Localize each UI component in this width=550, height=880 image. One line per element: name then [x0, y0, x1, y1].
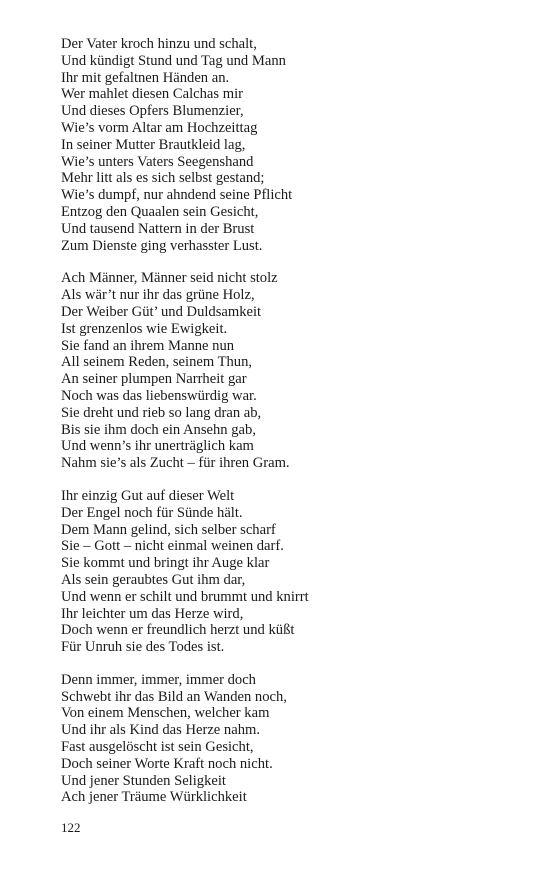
poem-line: Als sein geraubtes Gut ihm dar,: [61, 571, 246, 588]
poem-line: Der Vater kroch hinzu und schalt,: [61, 36, 257, 52]
poem-line: Wie’s dumpf, nur ahndend seine Pflicht: [61, 187, 293, 204]
poem-line: Doch wenn er freundlich herzt und küßt: [61, 622, 295, 639]
poem-line: Sie kommt und bringt ihr Auge klar: [61, 555, 270, 572]
poem-line: Ihr einzig Gut auf dieser Welt: [61, 487, 235, 504]
poem-line: Ihr mit gefaltnen Händen an.: [61, 69, 230, 86]
poem-line: Sie fand an ihrem Manne nun: [61, 337, 235, 354]
poem-line: Denn immer, immer, immer doch: [61, 671, 256, 688]
poem-line: In seiner Mutter Brautkleid lag,: [61, 136, 246, 153]
poem-line: Wie’s unters Vaters Seegenshand: [61, 153, 254, 170]
poem-line: Nahm sie’s als Zucht – für ihren Gram.: [61, 455, 290, 472]
stanza-3: [61, 488, 521, 656]
poem-line: Für Unruh sie des Todes ist.: [61, 639, 225, 656]
poem-line: Und wenn er schilt und brummt und knirrt: [61, 588, 309, 605]
poem-line: Ihr leichter um das Herze wird,: [61, 605, 244, 622]
page-number: 122: [61, 820, 81, 835]
poem-line: Als wär’t nur ihr das grüne Holz,: [61, 287, 255, 304]
stanza-1: [61, 36, 521, 254]
poem-line: All seinem Reden, seinem Thun,: [61, 354, 253, 371]
poem-line: An seiner plumpen Narrheit gar: [61, 371, 247, 388]
poem-line: Wie’s vorm Altar am Hochzeittag: [61, 119, 258, 136]
poem-line: Dem Mann gelind, sich selber scharf: [61, 521, 276, 538]
poem-line: Entzog den Quaalen sein Gesicht,: [61, 203, 259, 220]
poem-line: Ach jener Träume Würklichkeit: [61, 789, 247, 806]
poem-line: Zum Dienste ging verhasster Lust.: [61, 237, 263, 254]
poem-line: Von einem Menschen, welcher kam: [61, 705, 270, 722]
poem-line: Schwebt ihr das Bild an Wanden noch,: [61, 688, 287, 705]
poem-line: Noch was das liebenswürdig war.: [61, 387, 257, 404]
poem-line: Und wenn’s ihr unerträglich kam: [61, 438, 254, 455]
stanza-2: [61, 270, 521, 472]
stanza-4: [61, 672, 521, 806]
poem-line: Sie – Gott – nicht einmal weinen darf.: [61, 538, 284, 555]
poem-text: [61, 36, 521, 822]
poem-line: Und dieses Opfers Blumenzier,: [61, 103, 244, 120]
poem-line: Bis sie ihm doch ein Ansehn gab,: [61, 421, 256, 438]
poem-line: Der Weiber Güt’ und Duldsamkeit: [61, 303, 262, 320]
poem-line: Doch seiner Worte Kraft noch nicht.: [61, 755, 273, 772]
poem-line: Ach Männer, Männer seid nicht stolz: [61, 270, 278, 287]
poem-line: Mehr litt als es sich selbst gestand;: [61, 170, 265, 187]
poem-line: Fast ausgelöscht ist sein Gesicht,: [61, 739, 254, 756]
poem-line: Und jener Stunden Seligkeit: [61, 772, 226, 789]
poem-line: Und kündigt Stund und Tag und Mann: [61, 52, 286, 69]
poem-line: Sie dreht und rieb so lang dran ab,: [61, 404, 262, 421]
poem-line: Ist grenzenlos wie Ewigkeit.: [61, 320, 228, 337]
poem-line: Der Engel noch für Sünde hält.: [61, 504, 243, 521]
poem-line: Und ihr als Kind das Herze nahm.: [61, 722, 260, 739]
poem-line: Wer mahlet diesen Calchas mir: [61, 86, 243, 103]
poem-line: Und tausend Nattern in der Brust: [61, 220, 255, 237]
